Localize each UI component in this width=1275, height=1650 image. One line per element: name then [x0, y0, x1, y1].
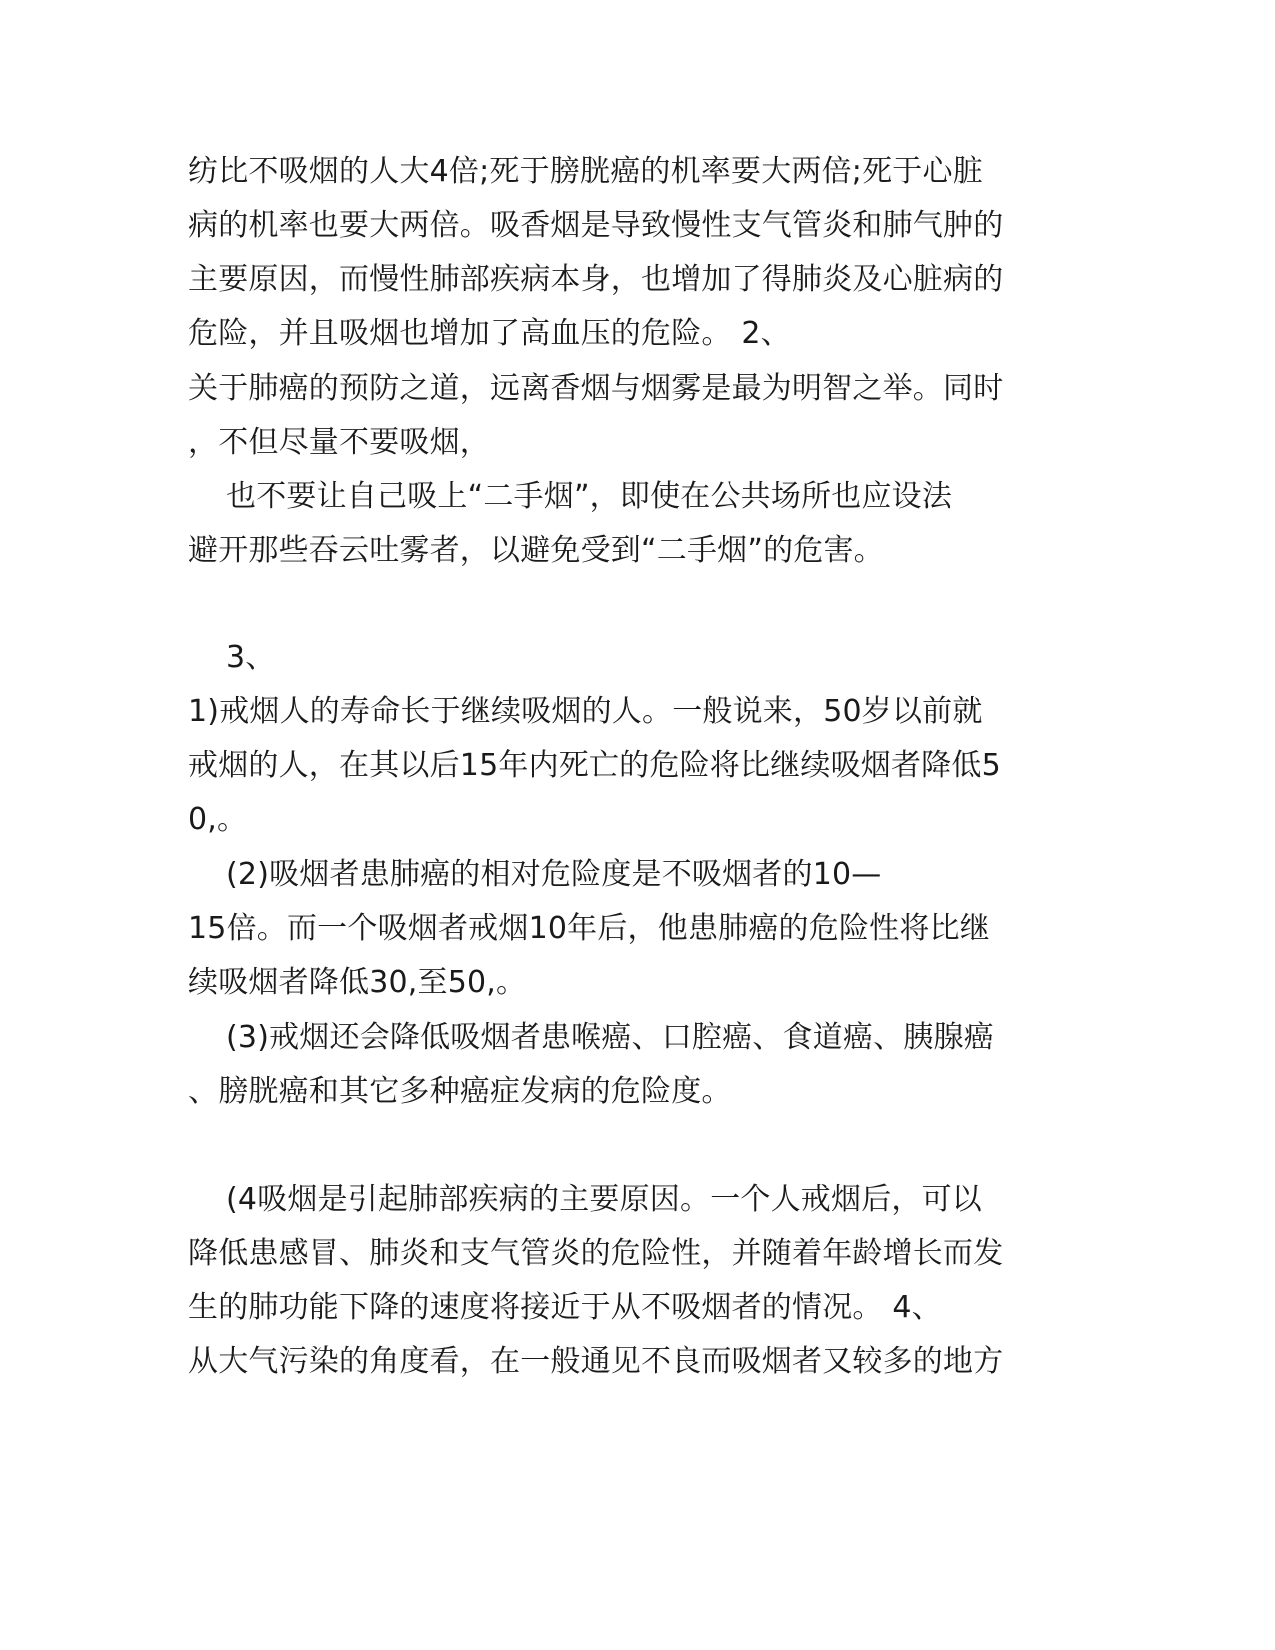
text-line: 纺比不吸烟的人大4倍;死于膀胱癌的机率要大两倍;死于心脏	[188, 154, 983, 189]
text-line: ，不但尽量不要吸烟，	[188, 425, 490, 460]
text-line: 降低患感冒、肺炎和支气管炎的危险性，并随着年龄增长而发	[188, 1236, 1004, 1271]
text-line: 0,。	[188, 802, 248, 837]
text-line: 、膀胱癌和其它多种癌症发病的危险度。	[188, 1074, 732, 1109]
text-line: 也不要让自己吸上“二手烟”，即使在公共场所也应设法	[226, 479, 953, 514]
text-line: 3、	[226, 640, 276, 675]
text-line: 病的机率也要大两倍。吸香烟是导致慢性支气管炎和肺气肿的	[188, 208, 1004, 243]
text-line: 从大气污染的角度看，在一般通见不良而吸烟者又较多的地方	[188, 1344, 1004, 1379]
text-line: 15倍。而一个吸烟者戒烟10年后，他患肺癌的危险性将比继	[188, 911, 990, 946]
text-line: (3)戒烟还会降低吸烟者患喉癌、口腔癌、食道癌、胰腺癌	[226, 1020, 994, 1055]
text-line: (4吸烟是引起肺部疾病的主要原因。一个人戒烟后，可以	[226, 1182, 982, 1217]
text-line: 生的肺功能下降的速度将接近于从不吸烟者的情况。 4、	[188, 1290, 942, 1325]
text-line: 避开那些吞云吐雾者，以避免受到“二手烟”的危害。	[188, 533, 884, 568]
text-line: 续吸烟者降低30,至50,。	[188, 965, 527, 1000]
text-line: 1)戒烟人的寿命长于继续吸烟的人。一般说来，50岁以前就	[188, 694, 983, 729]
text-line: (2)吸烟者患肺癌的相对危险度是不吸烟者的10—	[226, 857, 882, 892]
text-line: 危险，并且吸烟也增加了高血压的危险。 2、	[188, 316, 791, 351]
text-line: 主要原因，而慢性肺部疾病本身，也增加了得肺炎及心脏病的	[188, 262, 1004, 297]
text-line: 关于肺癌的预防之道，远离香烟与烟雾是最为明智之举。同时	[188, 371, 1004, 406]
text-line: 戒烟的人，在其以后15年内死亡的危险将比继续吸烟者降低5	[188, 748, 1001, 783]
